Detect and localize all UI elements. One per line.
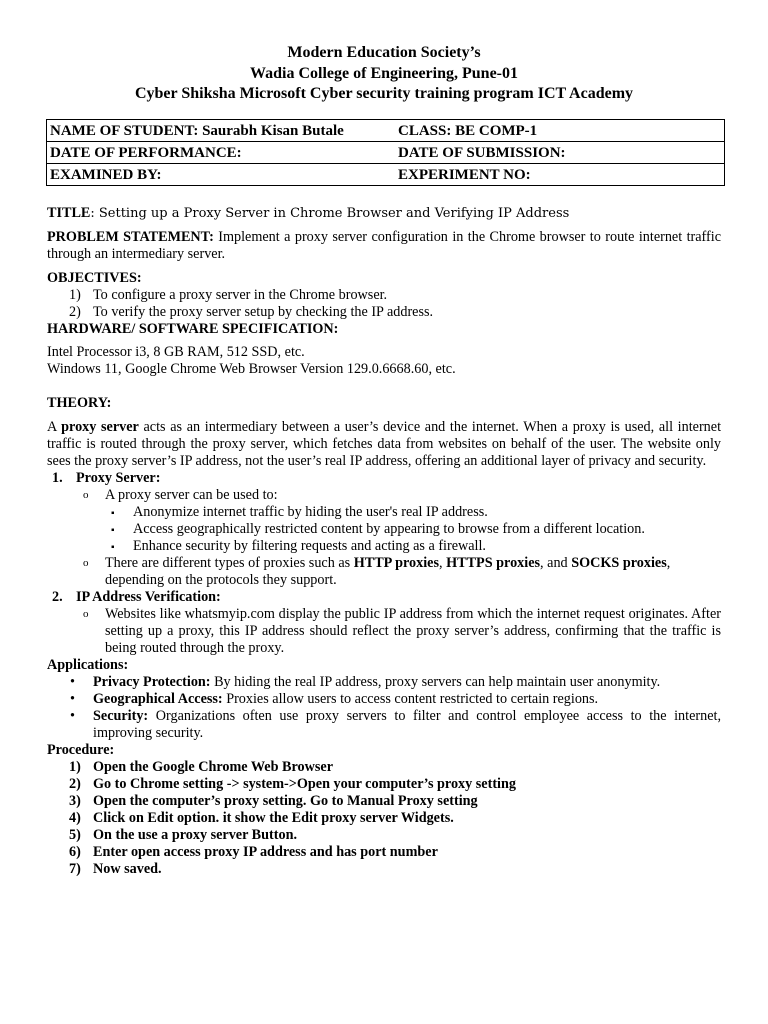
theory-section-proxy-server [47,470,721,487]
application-text: Proxies allow users to access content restricted to certain regions. [222,691,599,707]
title-label: TITLE [47,205,91,221]
list-item [47,861,721,878]
list-item [47,304,721,321]
circle-bullet: o [83,608,89,620]
objectives-heading: OBJECTIVES: [47,270,142,286]
objectives-list [47,287,721,321]
table-row [47,142,725,164]
institution-name: Modern Education Society’s [287,44,481,61]
software-line: Windows 11, Google Chrome Web Browser Version 129.0.6668.60, etc. [47,361,456,377]
list-number: 1) [69,287,81,303]
title-line [47,205,721,222]
procedure-heading: Procedure: [47,742,115,758]
list-item [47,691,721,708]
square-bullet: ▪ [111,542,115,553]
list-item [47,844,721,861]
list-item [47,606,721,657]
date-submission-cell: DATE OF SUBMISSION: [395,142,725,164]
square-bullet: ▪ [111,508,115,519]
proxy-server-term: proxy server [61,419,139,435]
table-row [47,164,725,186]
subsub-text: Access geographically restricted content by appearing to browse from a different location. [133,521,645,537]
date-performance-cell: DATE OF PERFORMANCE: [47,142,396,164]
list-item [47,538,721,555]
step-text: Go to Chrome setting -> system->Open your computer’s proxy setting [93,776,516,792]
list-item [47,521,721,538]
college-name: Wadia College of Engineering, Pune-01 [250,65,518,82]
step-number: 1) [69,759,81,775]
dot-bullet: • [70,708,75,724]
https-proxies-term: HTTPS proxies [446,555,541,571]
subsub-text: Anonymize internet traffic by hiding the user's real IP address. [133,504,488,520]
theory-section-ip-verification [47,589,721,606]
sub-text: There are different types of proxies such as [105,555,354,571]
step-text: Now saved. [93,861,162,877]
class-cell: CLASS: BE COMP-1 [395,120,725,142]
application-text: By hiding the real IP address, proxy servers can help maintain user anonymity. [210,674,661,690]
sub-text: , and [540,555,572,571]
hardware-heading: HARDWARE/ SOFTWARE SPECIFICATION: [47,321,339,337]
subsub-text: Enhance security by filtering requests and acting as a firewall. [133,538,486,554]
step-number: 2) [69,776,81,792]
student-name-cell: NAME OF STUDENT: Saurabh Kisan Butale [47,120,396,142]
list-item [47,793,721,810]
list-item [47,776,721,793]
step-number: 4) [69,810,81,826]
sub-text: , depending on the protocols they support. [105,555,671,588]
applications-heading: Applications: [47,657,129,673]
document-body [47,205,721,878]
application-label: Security: [93,708,149,724]
theory-intro-text: A [47,419,62,435]
list-item [47,555,721,589]
list-item [47,287,721,304]
sub-text: A proxy server can be used to: [105,487,278,503]
program-name: Cyber Shiksha Microsoft Cyber security training program ICT Academy [134,85,634,102]
problem-statement [47,229,721,263]
objective-text: To configure a proxy server in the Chrome browser. [93,287,388,303]
sub-text: Websites like whatsmyip.com display the public IP address from which the internet request originates. After setting up a proxy, this IP address should reflect the proxy server’s address, confirming that the traffic is being routed through the proxy. [105,606,721,656]
problem-text: Implement a proxy server configuration in the Chrome browser to route internet traffic through an intermediary server. [47,229,721,262]
step-text: Open the Google Chrome Web Browser [93,759,333,775]
http-proxies-term: HTTP proxies [353,555,439,571]
section-number: 1. [52,470,63,486]
list-item [47,827,721,844]
theory-intro [47,419,721,470]
title-text: : Setting up a Proxy Server in Chrome Browser and Verifying IP Address [90,206,570,221]
hardware-line: Intel Processor i3, 8 GB RAM, 512 SSD, etc. [47,344,305,360]
list-item [47,674,721,691]
square-bullet: ▪ [111,525,115,536]
step-number: 3) [69,793,81,809]
step-text: Open the computer’s proxy setting. Go to Manual Proxy setting [93,793,478,809]
list-number: 2) [69,304,81,320]
step-text: Click on Edit option. it show the Edit proxy server Widgets. [93,810,454,826]
step-number: 5) [69,827,81,843]
step-text: On the use a proxy server Button. [93,827,298,843]
list-item [47,504,721,521]
step-number: 6) [69,844,81,860]
application-label: Privacy Protection: [93,674,211,690]
examined-by-cell: EXAMINED BY: [47,164,396,186]
application-text: Organizations often use proxy servers to filter and control employee access to the internet, improving security. [93,708,721,741]
dot-bullet: • [70,691,75,707]
theory-heading: THEORY: [47,395,112,411]
section-number: 2. [52,589,63,605]
experiment-no-cell: EXPERIMENT NO: [395,164,725,186]
list-item [47,487,721,504]
table-row [47,120,725,142]
list-item [47,810,721,827]
sub-text: , [439,555,447,571]
problem-label: PROBLEM STATEMENT: [47,229,214,245]
step-number: 7) [69,861,81,877]
list-item [47,708,721,742]
circle-bullet: o [83,557,89,569]
application-label: Geographical Access: [93,691,223,707]
student-info-table [46,119,725,186]
step-text: Enter open access proxy IP address and has port number [93,844,438,860]
list-item [47,759,721,776]
dot-bullet: • [70,674,75,690]
circle-bullet: o [83,489,89,501]
objective-text: To verify the proxy server setup by checking the IP address. [93,304,434,320]
section-heading: Proxy Server: [76,470,161,486]
socks-proxies-term: SOCKS proxies [571,555,667,571]
theory-intro-text: acts as an intermediary between a user’s device and the internet. When a proxy is used, all internet traffic is routed through the proxy server, which fetches data from websites on behalf of the user. The website only sees the proxy server’s IP address, not the user’s real IP address, offering an additional layer of privacy and security. [47,419,722,469]
section-heading: IP Address Verification: [76,589,221,605]
